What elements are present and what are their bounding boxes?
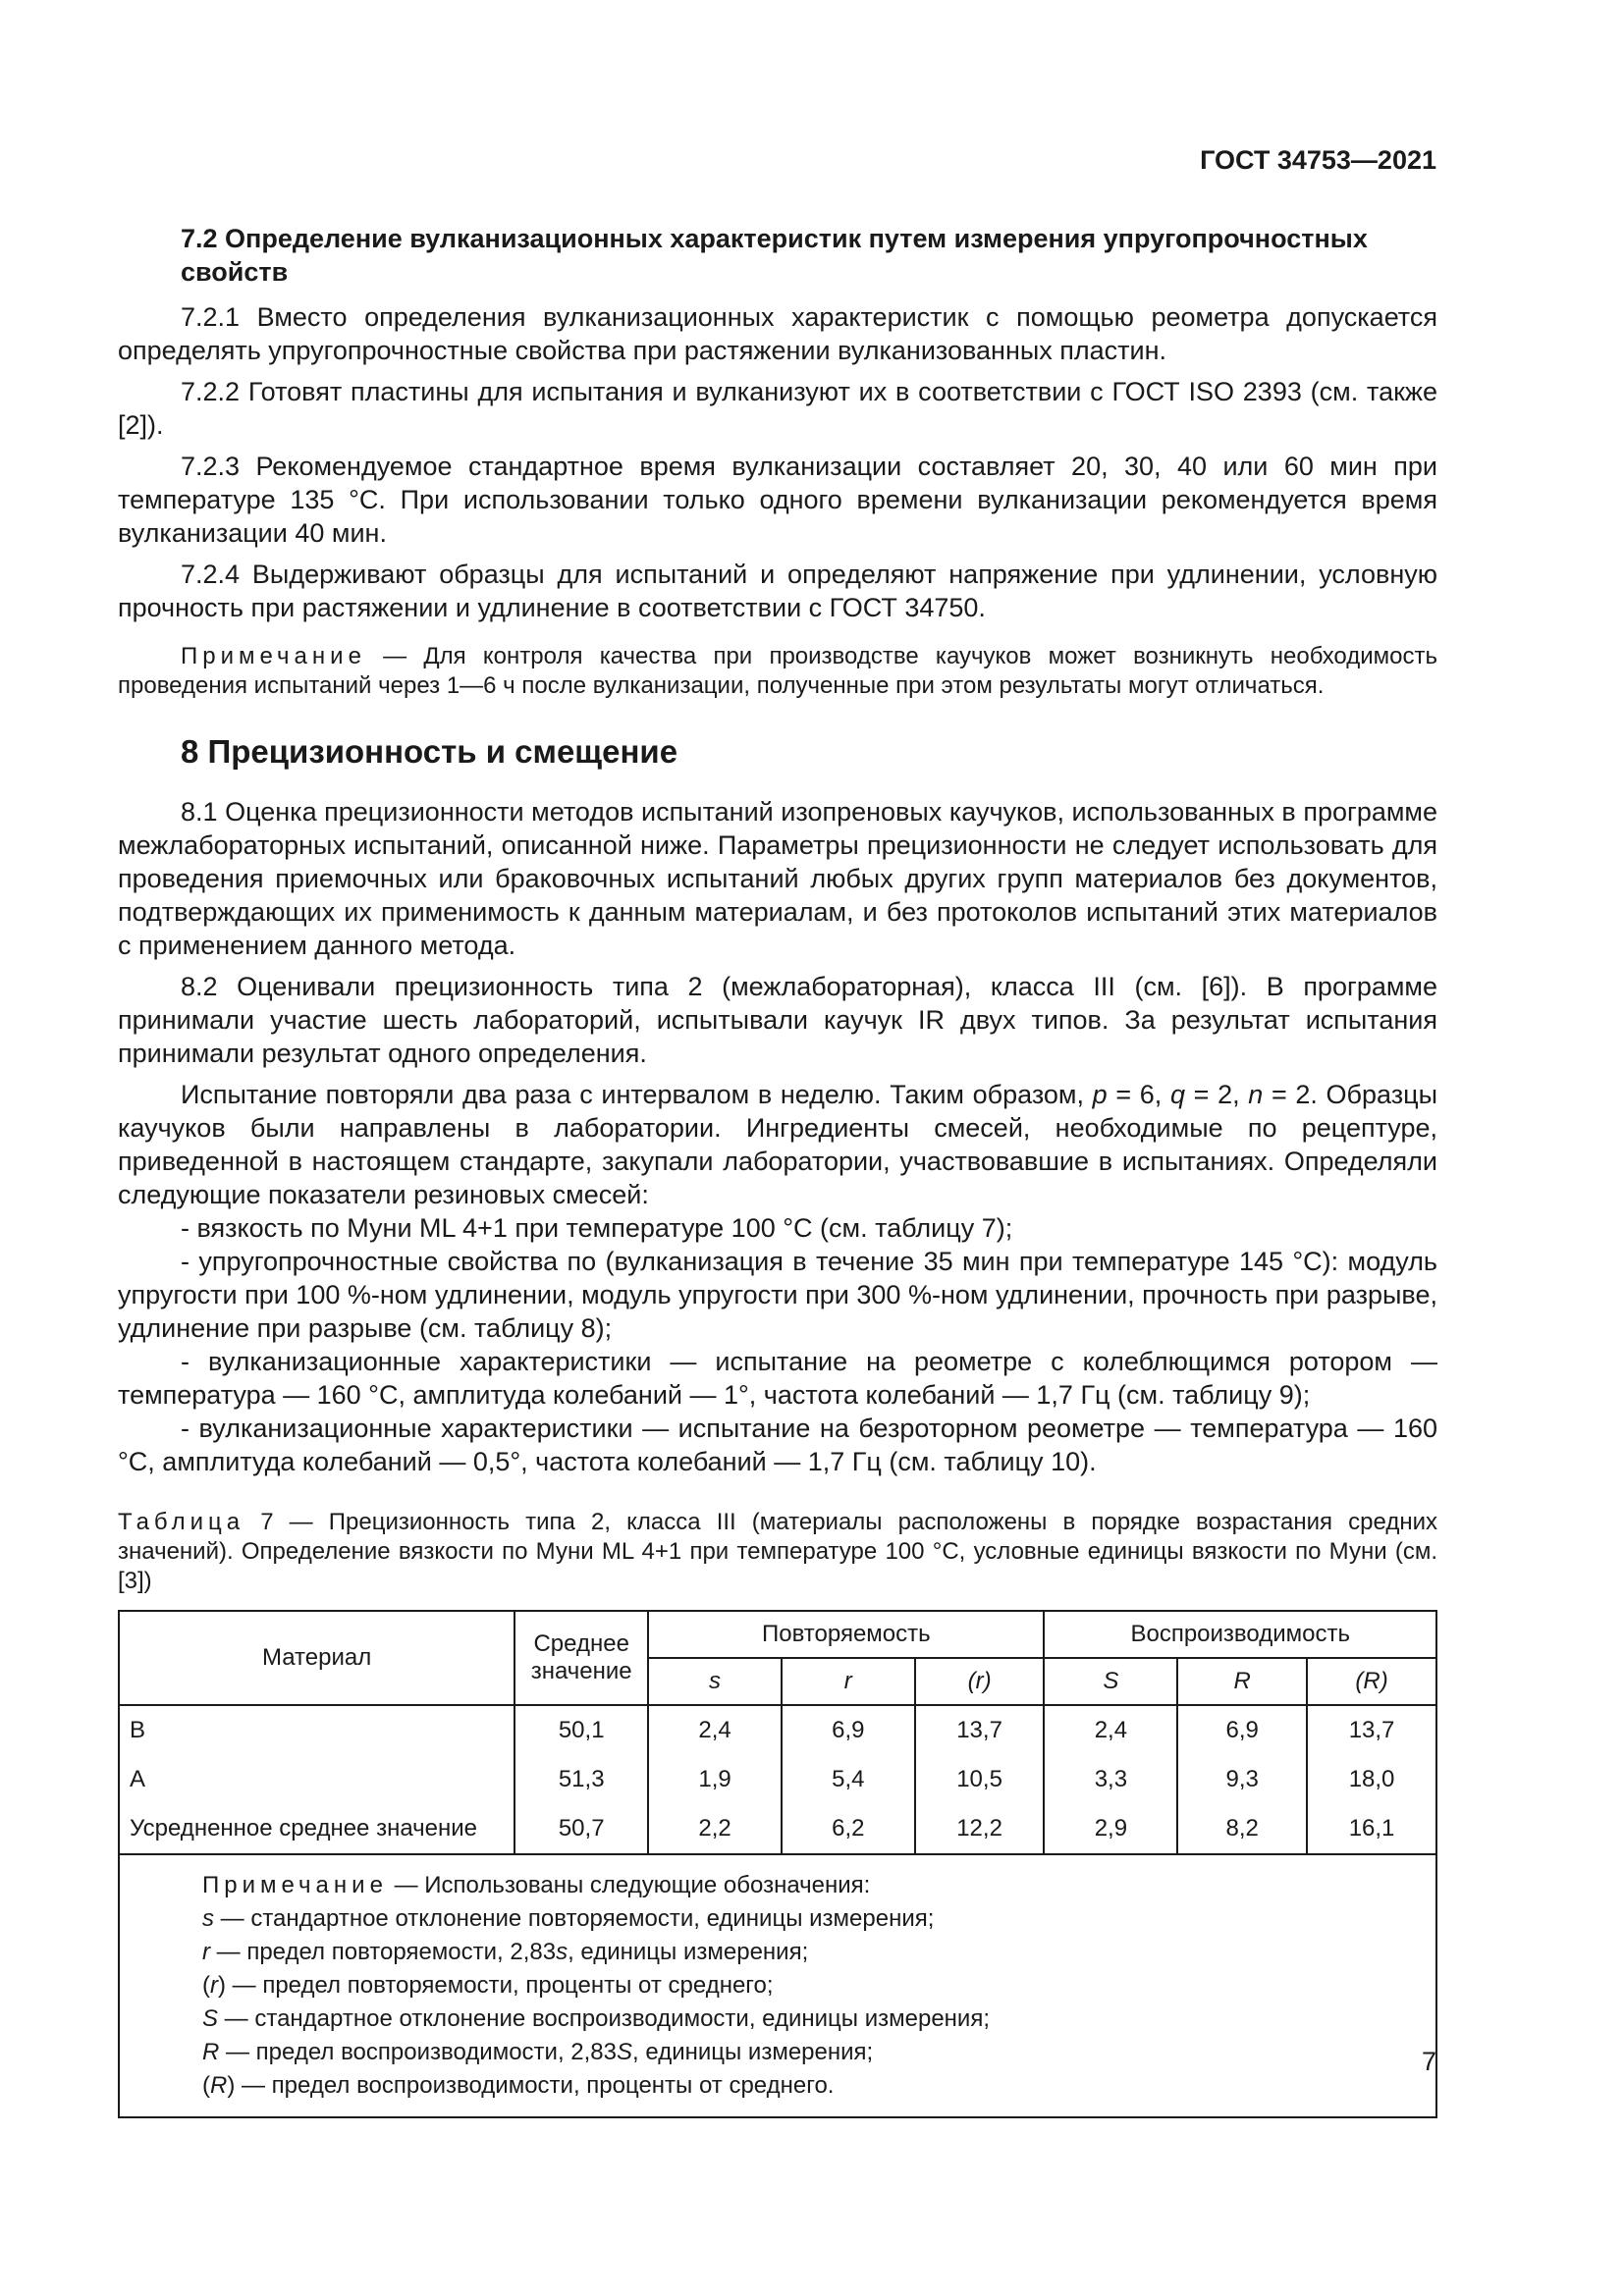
cell-mean: 51,3 xyxy=(514,1755,648,1804)
definition-line: (r) — предел повторяемости, проценты от среднего; xyxy=(202,1972,774,1999)
header-r: r xyxy=(782,1658,915,1705)
cell-s: 2,4 xyxy=(648,1705,782,1755)
table-note-row xyxy=(119,1854,1436,2117)
definition-line: R — предел воспроизводимости, 2,83S, единицы измерения; xyxy=(202,2039,874,2065)
header-s: s xyxy=(648,1658,782,1705)
definition-line: r — предел повторяемости, 2,83s, единицы измерения; xyxy=(202,1939,809,1965)
table-row xyxy=(119,1705,1436,1755)
cell-r: 6,2 xyxy=(782,1804,915,1854)
cell-r: 6,9 xyxy=(782,1705,915,1755)
note-7-2 xyxy=(118,642,1437,701)
cell-R-pct: 18,0 xyxy=(1307,1755,1436,1804)
cell-mean: 50,7 xyxy=(514,1804,648,1854)
cell-material: Усредненное среднее значение xyxy=(119,1804,514,1854)
cell-S: 2,9 xyxy=(1044,1804,1177,1854)
cell-S: 3,3 xyxy=(1044,1755,1177,1804)
paragraph-8-1: 8.1 Оценка прецизионности методов испытаний изопреновых каучуков, использованных в программе межлабораторных испытаний, описанной ниже. Параметры прецизионности не следует использовать для проведения приемочных или браковочных испытаний любых других групп материалов без документов, подтверждающих их применимость к данным материалам, и без протоколов испытаний этих материалов с применением данного метода. xyxy=(118,797,1437,960)
cell-r-pct: 12,2 xyxy=(915,1804,1045,1854)
definition-line: (R) — предел воспроизводимости, проценты от среднего. xyxy=(202,2072,835,2099)
cell-s: 2,2 xyxy=(648,1804,782,1854)
header-r-pct: (r) xyxy=(915,1658,1045,1705)
cell-R-pct: 13,7 xyxy=(1307,1705,1436,1755)
list-item: - вязкость по Муни ML 4+1 при температуре 100 °С (см. таблицу 7); xyxy=(181,1213,1013,1243)
section-8-title: 8 Прецизионность и смещение xyxy=(181,733,678,770)
standard-header: ГОСТ 34753—2021 xyxy=(1200,145,1436,175)
list-item: - вулканизационные характеристики — испытание на реометре с колеблющимся ротором — температура — 160 °С, амплитуда колебаний — 1°, частота колебаний — 1,7 Гц (см. таблицу 9); xyxy=(118,1347,1437,1410)
table-caption-text: 7 — Прецизионность типа 2, класса III (материалы расположены в порядке возрастания средних значений). Определение вязкости по Муни ML 4+1 при температуре 100 °С, условные единицы вязкости по Муни (см. [3]) xyxy=(118,1509,1437,1594)
paragraph-repeat xyxy=(118,1078,1437,1211)
repeat-text-a: Испытание повторяли два раза с интервалом в неделю. Таким образом, xyxy=(181,1080,1093,1109)
page-number: 7 xyxy=(1421,2047,1436,2076)
paragraph-8-2: 8.2 Оценивали прецизионность типа 2 (межлабораторная), класса III (см. [6]). В программе принимали участие шесть лабораторий, испытывали каучук IR двух типов. За результат испытания принимали результат одного определения. xyxy=(118,972,1437,1068)
cell-S: 2,4 xyxy=(1044,1705,1177,1755)
symbol-q: q xyxy=(1169,1080,1185,1109)
table-caption-label: Таблица xyxy=(118,1509,245,1535)
paragraph-7-2-4: 7.2.4 Выдерживают образцы для испытаний и определяют напряжение при удлинении, условную прочность при растяжении и удлинение в соответствии с ГОСТ 34750. xyxy=(118,560,1437,622)
cell-s: 1,9 xyxy=(648,1755,782,1804)
page-content xyxy=(118,222,1437,2118)
cell-R-pct: 16,1 xyxy=(1307,1804,1436,1854)
cell-r-pct: 13,7 xyxy=(915,1705,1045,1755)
definition-line: S — стандартное отклонение воспроизводимости, единицы измерения; xyxy=(202,2005,990,2032)
header-R: R xyxy=(1177,1658,1307,1705)
definition-line: s — стандартное отклонение повторяемости, единицы измерения; xyxy=(202,1905,935,1932)
note-text: — Для контроля качества при производстве каучуков может возникнуть необходимость проведения испытаний через 1—6 ч после вулканизации, полученные при этом результаты могут отличаться. xyxy=(118,643,1437,699)
repeat-text-b: = 2. Образцы каучуков были направлены в лаборатории. Ингредиенты смесей, необходимые по рецептуре, приведенной в настоящем стандарте, закупали лаборатории, участвовавшие в испытаниях. Определяли следующие показатели резиновых смесей: xyxy=(118,1080,1437,1209)
table-row xyxy=(119,1755,1436,1804)
paragraph-7-2-1: 7.2.1 Вместо определения вулканизационных характеристик с помощью реометра допускается определять упругопрочностные свойства при растяжении вулканизованных пластин. xyxy=(118,302,1437,365)
header-R-pct: (R) xyxy=(1307,1658,1436,1705)
section-7-2-title: 7.2 Определение вулканизационных характеристик путем измерения упругопрочностных свойств xyxy=(181,224,1368,287)
cell-material: A xyxy=(119,1755,514,1804)
precision-table-7 xyxy=(118,1610,1437,2118)
header-mean: Среднее значение xyxy=(514,1611,648,1705)
cell-material: B xyxy=(119,1705,514,1755)
note-label: Примечание xyxy=(181,643,366,669)
list-item: - вулканизационные характеристики — испытание на безроторном реометре — температура — 160 °С, амплитуда колебаний — 0,5°, частота колебаний — 1,7 Гц (см. таблицу 10). xyxy=(118,1414,1437,1476)
cell-R: 9,3 xyxy=(1177,1755,1307,1804)
cell-R: 8,2 xyxy=(1177,1804,1307,1854)
q-value: = 2, xyxy=(1184,1080,1249,1109)
table-7-caption xyxy=(118,1508,1437,1596)
header-material: Материал xyxy=(119,1611,514,1705)
cell-r: 5,4 xyxy=(782,1755,915,1804)
table-row xyxy=(119,1804,1436,1854)
list-item: - упругопрочностные свойства по (вулканизация в течение 35 мин при температуре 145 °С): модуль упругости при 100 %-ном удлинении, модуль упругости при 300 %-ном удлинении, прочность при разрыве, удлинение при разрыве (см. таблицу 8); xyxy=(118,1247,1437,1343)
cell-R: 6,9 xyxy=(1177,1705,1307,1755)
cell-r-pct: 10,5 xyxy=(915,1755,1045,1804)
symbol-n: n xyxy=(1248,1080,1264,1109)
cell-mean: 50,1 xyxy=(514,1705,648,1755)
table-note-intro: Примечание — Использованы следующие обозначения: xyxy=(202,1872,871,1898)
table-note xyxy=(119,1854,1436,2117)
header-repeatability: Повторяемость xyxy=(648,1611,1044,1658)
header-S: S xyxy=(1044,1658,1177,1705)
p-value: = 6, xyxy=(1107,1080,1170,1109)
header-reproducibility: Воспроизводимость xyxy=(1044,1611,1436,1658)
symbol-p: p xyxy=(1092,1080,1108,1109)
paragraph-7-2-3: 7.2.3 Рекомендуемое стандартное время вулканизации составляет 20, 30, 40 или 60 мин при температуре 135 °С. При использовании только одного времени вулканизации рекомендуется время вулканизации 40 мин. xyxy=(118,452,1437,548)
paragraph-7-2-2: 7.2.2 Готовят пластины для испытания и вулканизуют их в соответствии с ГОСТ ISO 2393 (см. также [2]). xyxy=(118,377,1437,440)
